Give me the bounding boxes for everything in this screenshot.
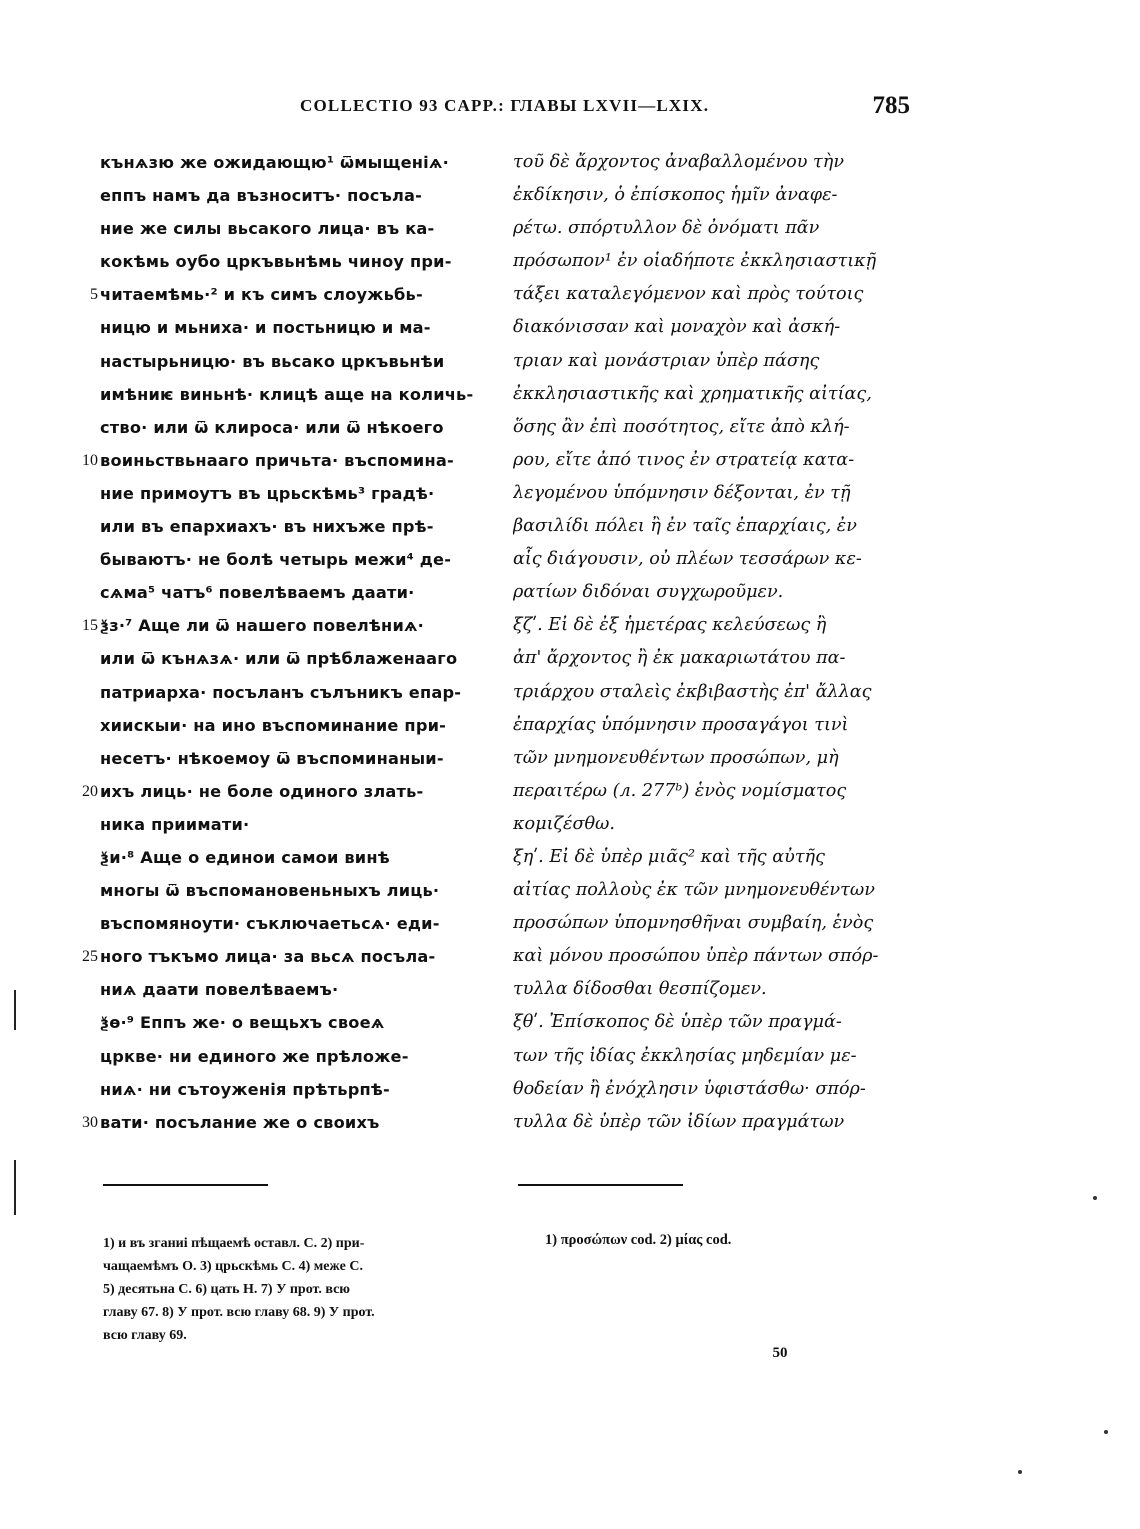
- greek-line: ὅσης ἂν ἐπὶ ποσότητος, εἴτε ἀπὸ κλή-: [513, 416, 850, 437]
- slavonic-line: въспомяноути· съключаетьсѧ· еди-: [100, 914, 440, 934]
- greek-line: τῶν μνημονευθέντων προσώπων, μὴ: [513, 747, 839, 768]
- slavonic-line: ницю и мьнихa· и постьницю и ма-: [100, 318, 431, 338]
- running-head: COLLECTIO 93 CAPP.: ГЛАВЫ LXVII—LXIX.: [300, 96, 710, 115]
- greek-line: περαιτέρω (л. 277ᵇ) ἑνὸς νομίσματος: [513, 780, 847, 801]
- line-number: 15: [82, 617, 98, 635]
- greek-line: τοῦ δὲ ἄρχοντος ἀναβαλλομένου τὴν: [513, 152, 845, 172]
- greek-chapter-67-start: ξζʹ. Εἰ δὲ ἐξ ἡμετέρας κελεύσεως ἢ: [513, 615, 827, 636]
- slavonic-line: имѣниѥ виньнѣ· клицѣ аще на количь-: [100, 384, 474, 404]
- scan-speck: [1104, 1430, 1108, 1434]
- slavonic-text-column: [100, 146, 490, 1139]
- footnote-line: 1) и въ зганиі пѣщаемѣ оставл. С. 2) при-: [103, 1236, 365, 1251]
- greek-line: προσώπων ὑπομνησθῆναι συμβαίη, ἑνὸς: [513, 913, 874, 934]
- slavonic-line: ство· или ѿ клироса· или ѿ нѣкоего: [100, 417, 444, 437]
- slavonic-chapter-68-start: ѯи·⁸ Аще о единои самои винѣ: [100, 847, 390, 867]
- scan-edge-mark: [14, 990, 16, 1030]
- greek-line: αἰτίας πολλοὺς ἐκ τῶν μνημονευθέντων: [513, 880, 875, 901]
- slavonic-line: еппъ намъ да възноситъ· посъла-: [100, 186, 423, 206]
- slavonic-line: кокѣмь оубо цркъвьнѣмь чиноу при-: [100, 252, 452, 272]
- greek-line: ἐκδίκησιν, ὁ ἐπίσκοπος ἡμῖν ἀναφε-: [513, 185, 838, 206]
- scan-speck: [1018, 1470, 1022, 1474]
- slavonic-line: хиискыи· на ино въспоминание при-: [100, 715, 447, 735]
- slavonic-line: воиньствьнааго причьта· въспомина-: [100, 450, 454, 470]
- greek-line: των τῆς ἰδίας ἐκκλησίας μηδεμίαν με-: [513, 1045, 857, 1066]
- greek-footnotes: 1) προσώπων cod. 2) μίας cod.: [545, 1232, 732, 1248]
- line-number: 25: [82, 948, 98, 966]
- footnote-line: 5) десятьна С. 6) цать Н. 7) У прот. всю: [103, 1282, 350, 1297]
- line-numbers: [70, 146, 98, 1139]
- greek-chapter-69-start: ξθʹ. Ἐπίσκοπος δὲ ὑπὲρ τῶν πραγμά-: [513, 1012, 842, 1033]
- slavonic-chapter-69-start: ѯѳ·⁹ Еппъ же· о вещьхъ своеѧ: [100, 1013, 385, 1033]
- slavonic-line: или ѿ кънѧзѧ· или ѿ прѣблаженааго: [100, 649, 458, 669]
- greek-line: ἐπαρχίας ὑπόμνησιν προσαγάγοι τινὶ: [513, 714, 849, 735]
- slavonic-line: ние же силы вьсакого лица· въ ка-: [100, 219, 435, 239]
- greek-line: τάξει καταλεγόμενον καὶ πρὸς τούτοις: [513, 284, 864, 305]
- greek-line: τυλλα δίδοσθαι θεσπίζομεν.: [513, 979, 767, 1000]
- slavonic-line: кънѧзю же ожидающю¹ ѿмыщеніѧ·: [100, 153, 449, 172]
- greek-line: διακόνισσαν καὶ μοναχὸν καὶ ἀσκή-: [513, 317, 841, 338]
- footnote-line: чащаемѣмъ О. 3) црьскѣмь С. 4) межe С.: [103, 1259, 363, 1274]
- page-number: 785: [872, 92, 910, 119]
- greek-line: τριαν καὶ μονάστριαν ὑπὲρ πάσης: [513, 350, 820, 371]
- greek-line: ἐκκλησιαστικῆς καὶ χρηματικῆς αἰτίας,: [513, 383, 872, 404]
- slavonic-line: вати· посъланиe же о своихъ: [100, 1112, 380, 1132]
- greek-line: θοδείαν ἢ ἐνόχλησιν ὑφιστάσθω· σπόρ-: [513, 1078, 866, 1099]
- footnote-separator-right: [518, 1184, 683, 1186]
- slavonic-line: или въ епархиахъ· въ нихъже прѣ-: [100, 517, 434, 537]
- greek-line: ρέτω. σπόρτυλλον δὲ ὀνόματι πᾶν: [513, 218, 820, 239]
- greek-chapter-68-start: ξηʹ. Εἰ δὲ ὑπὲρ μιᾶς² καὶ τῆς αὐτῆς: [513, 846, 825, 867]
- footnote-line: главу 67. 8) У прот. всю главу 68. 9) У прот.: [103, 1305, 375, 1320]
- greek-line: ἀπ' ἄρχοντος ἢ ἐκ μακαριωτάτου πα-: [513, 648, 846, 669]
- slavonic-line: несетъ· нѣкоемоу ѿ въспоминаныи-: [100, 748, 444, 768]
- greek-line: κομιζέσθω.: [513, 813, 615, 834]
- line-number: 10: [82, 451, 98, 469]
- slavonic-line: многы ѿ въспомановеньныхъ лиць·: [100, 881, 440, 901]
- greek-line: τριάρχου σταλεὶς ἐκβιβαστὴς ἐπ' ἄλλας: [513, 681, 872, 702]
- slavonic-line: патриарха· посъланъ сълъникъ епар-: [100, 682, 462, 702]
- greek-line: πρόσωπον¹ ἐν οἱαδήποτε ἐκκλησιαστικῇ: [513, 251, 877, 272]
- slavonic-line: ника приимати·: [100, 814, 250, 834]
- slavonic-line: читаемѣмь·² и къ симъ слоужьбь-: [100, 285, 423, 305]
- slavonic-line: ниѧ· ни сътоуженія прѣтьрпѣ-: [100, 1079, 390, 1099]
- slavonic-line: ние примоутъ въ црьскѣмь³ градѣ·: [100, 483, 435, 503]
- footnote-separator-left: [103, 1184, 268, 1186]
- slavonic-line: ного тъкъмо лица· за вьсѧ посъла-: [100, 947, 436, 967]
- greek-line: αἷς διάγουσιν, οὐ πλέων τεσσάρων κε-: [513, 549, 862, 570]
- slavonic-line: сѧма⁵ чатъ⁶ повелѣваемъ даати·: [100, 583, 415, 603]
- greek-line: τυλλα δὲ ὑπὲρ τῶν ἰδίων πραγμάτων: [513, 1111, 845, 1132]
- signature-mark: 50: [772, 1345, 788, 1361]
- slavonic-footnotes: [103, 1232, 493, 1347]
- scan-speck: [1093, 1196, 1097, 1200]
- page-header: [300, 92, 910, 132]
- slavonic-line: настырьницю· въ вьсако цркъвьнѣи: [100, 351, 445, 371]
- slavonic-line: ниѧ даати повелѣваемъ·: [100, 980, 339, 1000]
- slavonic-line: бываютъ· не болѣ четырь межи⁴ де-: [100, 550, 452, 570]
- footnote-line: всю главу 69.: [103, 1328, 187, 1343]
- scan-edge-mark: [14, 1160, 16, 1215]
- slavonic-line: цркве· ни единого же прѣложе-: [100, 1046, 409, 1066]
- slavonic-chapter-67-start: ѯз·⁷ Аще ли ѿ нашего повелѣниѧ·: [100, 616, 424, 636]
- greek-line: ρου, εἴτε ἀπό τινος ἐν στρατείᾳ κατα-: [513, 449, 855, 470]
- greek-line: καὶ μόνου προσώπου ὑπὲρ πάντων σπόρ-: [513, 946, 879, 967]
- greek-line: ρατίων διδόναι συγχωροῦμεν.: [513, 582, 784, 603]
- slavonic-line: ихъ лиць· не боле одиного злать-: [100, 781, 424, 801]
- greek-text-column: [513, 146, 905, 1139]
- line-number: 20: [82, 782, 98, 800]
- line-number: 30: [82, 1113, 98, 1131]
- line-number: 5: [90, 286, 98, 304]
- greek-line: βασιλίδι πόλει ἢ ἐν ταῖς ἐπαρχίαις, ἐν: [513, 516, 857, 537]
- greek-line: λεγομένου ὑπόμνησιν δέξονται, ἐν τῇ: [513, 482, 851, 503]
